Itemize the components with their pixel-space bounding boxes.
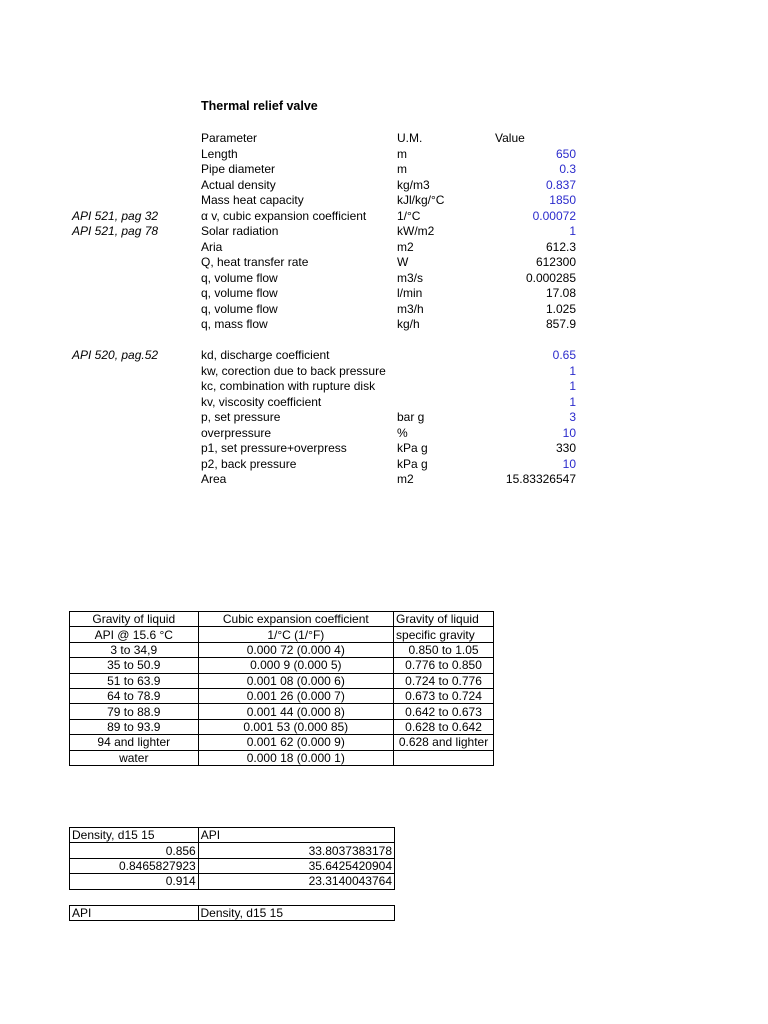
parameter-row xyxy=(0,426,768,442)
table-cell: 89 to 93.9 xyxy=(70,719,199,734)
header-parameter: Parameter xyxy=(201,131,258,145)
parameter-label: q, volume flow xyxy=(201,301,278,316)
parameter-row xyxy=(0,457,768,473)
table-cell: 0.914 xyxy=(70,874,199,889)
table-row xyxy=(70,642,494,657)
parameter-row xyxy=(0,317,768,333)
parameter-value: 3 xyxy=(569,410,576,424)
parameter-label: Q, heat transfer rate xyxy=(201,255,309,269)
reference-note: API 520, pag.52 xyxy=(72,348,159,362)
unit-label: 1/°C xyxy=(397,208,421,223)
unit-label: % xyxy=(397,425,408,440)
parameter-label: kv, viscosity coefficient xyxy=(201,394,322,409)
table-header-cell: Gravity of liquid xyxy=(394,612,494,627)
table-cell: 0.776 to 0.850 xyxy=(394,658,494,673)
parameter-row xyxy=(0,193,768,209)
api-density-head-density: Density, d15 15 xyxy=(198,906,395,921)
parameter-row xyxy=(0,286,768,302)
table-cell: 0.000 18 (0.000 1) xyxy=(198,750,394,765)
table-row xyxy=(70,704,494,719)
parameter-value: 15.83326547 xyxy=(505,472,576,486)
table-cell: 0.001 26 (0.000 7) xyxy=(198,688,394,703)
parameter-label: Area xyxy=(201,472,227,486)
parameter-value: 0.837 xyxy=(545,177,576,192)
parameter-value: 1 xyxy=(569,379,576,393)
parameter-label: q, volume flow xyxy=(201,270,278,285)
table-header-cell: Density, d15 15 xyxy=(70,828,199,843)
parameter-value: 612300 xyxy=(535,255,576,269)
unit-label: m3/h xyxy=(397,301,424,316)
table-row xyxy=(70,843,395,858)
parameter-value: 17.08 xyxy=(545,286,576,300)
parameter-label: kc, combination with rupture disk xyxy=(201,379,376,393)
table-row xyxy=(70,658,494,673)
parameter-row xyxy=(0,224,768,240)
sheet-title: Thermal relief valve xyxy=(201,99,318,113)
parameter-value: 0.3 xyxy=(559,162,576,176)
table-header-cell: Cubic expansion coefficient xyxy=(198,612,394,627)
header-unit: U.M. xyxy=(397,131,423,145)
parameter-label: Pipe diameter xyxy=(201,162,276,176)
table-cell: 79 to 88.9 xyxy=(70,704,199,719)
gravity-table xyxy=(69,611,494,766)
parameter-row xyxy=(0,255,768,271)
unit-label: kPa g xyxy=(397,441,428,455)
parameter-value: 1.025 xyxy=(545,301,576,316)
parameter-value: 10 xyxy=(562,456,576,471)
unit-label: m3/s xyxy=(397,270,424,285)
parameter-value: 857.9 xyxy=(545,317,576,331)
table-cell: 35.6425420904 xyxy=(198,858,394,873)
table-row xyxy=(70,719,494,734)
table-cell: 0.001 44 (0.000 8) xyxy=(198,704,394,719)
unit-label: kg/h xyxy=(397,317,420,331)
table-cell: 0.8465827923 xyxy=(70,858,199,873)
parameter-value: 0.00072 xyxy=(532,208,576,223)
table-cell: 0.856 xyxy=(70,843,199,858)
parameter-row xyxy=(0,472,768,488)
table-cell: 33.8037383178 xyxy=(198,843,394,858)
parameter-label: q, volume flow xyxy=(201,286,278,300)
table-cell: 0.628 and lighter xyxy=(394,735,494,750)
header-value: Value xyxy=(495,131,525,145)
table-cell xyxy=(394,750,494,765)
parameter-label: kw, corection due to back pressure xyxy=(201,363,386,378)
parameter-row xyxy=(0,178,768,194)
parameter-value: 0.000285 xyxy=(525,270,576,285)
parameter-value: 330 xyxy=(555,441,576,455)
table-header-cell: API @ 15.6 °C xyxy=(70,627,199,642)
unit-label: bar g xyxy=(397,410,425,424)
parameter-row xyxy=(0,410,768,426)
parameter-label: α v, cubic expansion coefficient xyxy=(201,208,367,223)
table-header-cell: Gravity of liquid xyxy=(70,612,199,627)
parameter-row xyxy=(0,162,768,178)
unit-label: m xyxy=(397,162,407,176)
table-header-cell: 1/°C (1/°F) xyxy=(198,627,394,642)
table-cell: 64 to 78.9 xyxy=(70,688,199,703)
parameter-label: Actual density xyxy=(201,177,276,192)
table-header-cell: API xyxy=(198,828,394,843)
table-cell: 0.642 to 0.673 xyxy=(394,704,494,719)
table-cell: 0.673 to 0.724 xyxy=(394,688,494,703)
parameter-label: q, mass flow xyxy=(201,317,268,331)
parameter-value: 1850 xyxy=(549,193,576,207)
table-cell: 0.000 72 (0.000 4) xyxy=(198,642,394,657)
table-row xyxy=(70,735,494,750)
parameter-value: 1 xyxy=(569,224,576,238)
reference-note: API 521, pag 78 xyxy=(72,224,159,238)
parameter-label: kd, discharge coefficient xyxy=(201,348,330,362)
api-density-head-api: API xyxy=(70,906,199,921)
table-cell: 3 to 34,9 xyxy=(70,642,199,657)
table-row xyxy=(70,688,494,703)
unit-label: m xyxy=(397,146,407,161)
table-header-cell: specific gravity xyxy=(394,627,494,642)
parameter-label: Mass heat capacity xyxy=(201,193,304,207)
unit-label: kPa g xyxy=(397,456,428,471)
parameter-row xyxy=(0,240,768,256)
table-cell: 0.001 53 (0.000 85) xyxy=(198,719,394,734)
parameter-label: Aria xyxy=(201,239,223,254)
table-cell: 0.850 to 1.05 xyxy=(394,642,494,657)
unit-label: m2 xyxy=(397,239,414,254)
api-density-table xyxy=(69,905,395,921)
table-cell: 35 to 50.9 xyxy=(70,658,199,673)
parameter-label: Solar radiation xyxy=(201,224,279,238)
density-api-table xyxy=(69,827,395,890)
unit-label: kW/m2 xyxy=(397,224,435,238)
parameter-row xyxy=(0,209,768,225)
parameter-value: 650 xyxy=(555,146,576,161)
unit-label: kg/m3 xyxy=(397,177,430,192)
parameter-value: 612.3 xyxy=(545,239,576,254)
table-cell: 0.001 08 (0.000 6) xyxy=(198,673,394,688)
table-header-row xyxy=(70,627,494,642)
unit-label: m2 xyxy=(397,472,414,486)
parameters-header xyxy=(0,131,768,147)
table-header-row xyxy=(70,828,395,843)
table-cell: 23.3140043764 xyxy=(198,874,394,889)
parameter-value: 1 xyxy=(569,394,576,409)
table-row xyxy=(70,750,494,765)
parameter-label: p, set pressure xyxy=(201,410,281,424)
parameter-row xyxy=(0,379,768,395)
table-cell: 0.628 to 0.642 xyxy=(394,719,494,734)
unit-label: l/min xyxy=(397,286,423,300)
parameter-label: p2, back pressure xyxy=(201,456,297,471)
table-cell: 0.000 9 (0.000 5) xyxy=(198,658,394,673)
table-row xyxy=(70,673,494,688)
table-row xyxy=(70,874,395,889)
parameter-row xyxy=(0,147,768,163)
table-cell: 94 and lighter xyxy=(70,735,199,750)
parameter-row xyxy=(0,302,768,318)
parameter-value: 1 xyxy=(569,363,576,378)
table-cell: 51 to 63.9 xyxy=(70,673,199,688)
unit-label: kJl/kg/°C xyxy=(397,193,445,207)
table-row xyxy=(70,858,395,873)
parameter-label: Length xyxy=(201,146,238,161)
parameter-row xyxy=(0,271,768,287)
parameter-row xyxy=(0,364,768,380)
table-cell: water xyxy=(70,750,199,765)
unit-label: W xyxy=(397,255,409,269)
parameter-row xyxy=(0,348,768,364)
parameter-label: overpressure xyxy=(201,425,272,440)
table-cell: 0.724 to 0.776 xyxy=(394,673,494,688)
reference-note: API 521, pag 32 xyxy=(72,208,159,223)
parameter-row xyxy=(0,441,768,457)
parameter-value: 0.65 xyxy=(552,348,576,362)
parameter-row xyxy=(0,395,768,411)
parameter-value: 10 xyxy=(562,425,576,440)
table-cell: 0.001 62 (0.000 9) xyxy=(198,735,394,750)
table-row xyxy=(70,906,395,921)
parameter-label: p1, set pressure+overpress xyxy=(201,441,347,455)
table-header-row xyxy=(70,612,494,627)
